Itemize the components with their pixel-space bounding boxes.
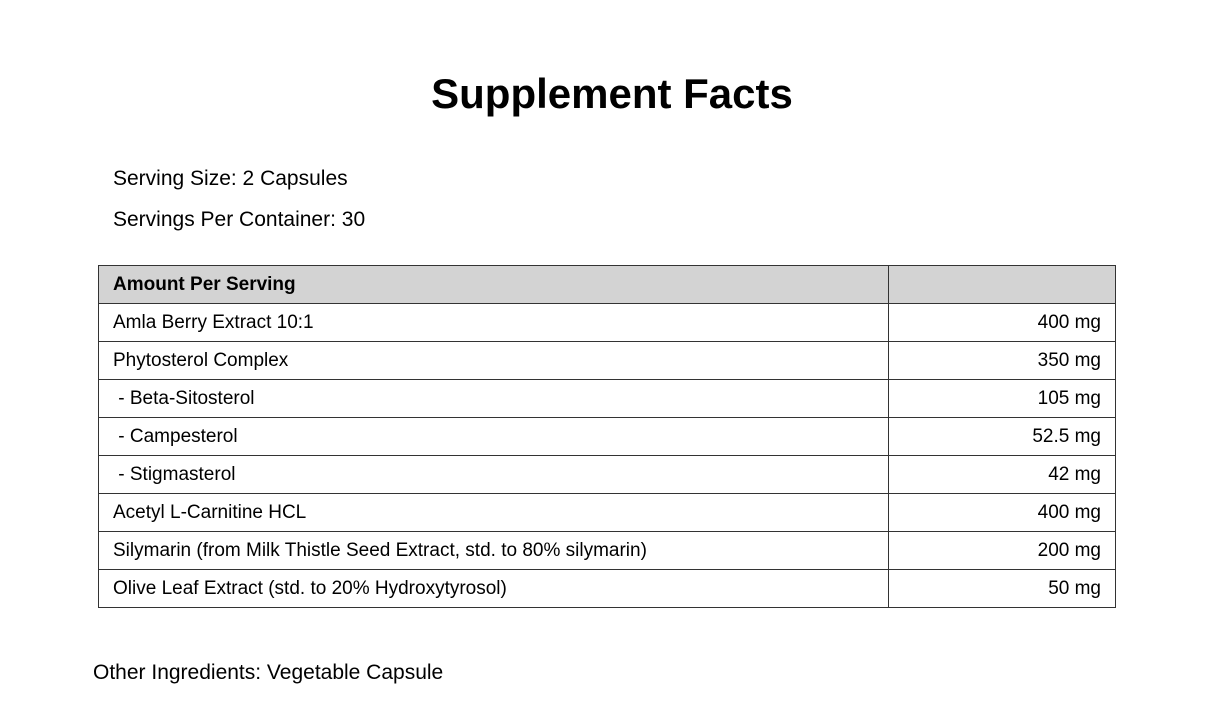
ingredient-name: - Campesterol [99, 418, 889, 456]
table-row [99, 418, 1116, 456]
ingredient-amount: 400 mg [889, 494, 1116, 532]
ingredient-name: Olive Leaf Extract (std. to 20% Hydroxytyrosol) [99, 570, 889, 608]
ingredient-name: Phytosterol Complex [99, 342, 889, 380]
ingredient-amount: 105 mg [889, 380, 1116, 418]
table-row [99, 456, 1116, 494]
ingredient-name: - Beta-Sitosterol [99, 380, 889, 418]
ingredient-amount: 350 mg [889, 342, 1116, 380]
ingredient-name: Silymarin (from Milk Thistle Seed Extract, std. to 80% silymarin) [99, 532, 889, 570]
supplement-facts-table [98, 265, 1116, 608]
page-title: Supplement Facts [431, 70, 793, 117]
table-row [99, 304, 1116, 342]
ingredient-amount: 42 mg [889, 456, 1116, 494]
ingredient-name: Amla Berry Extract 10:1 [99, 304, 889, 342]
table-row [99, 342, 1116, 380]
ingredient-amount: 200 mg [889, 532, 1116, 570]
ingredient-amount: 52.5 mg [889, 418, 1116, 456]
ingredient-name: Acetyl L-Carnitine HCL [99, 494, 889, 532]
ingredient-name: - Stigmasterol [99, 456, 889, 494]
header-amount-per-serving: Amount Per Serving [99, 266, 889, 304]
other-ingredients: Other Ingredients: Vegetable Capsule [93, 661, 444, 684]
table-row [99, 494, 1116, 532]
table-row [99, 380, 1116, 418]
servings-per-container: Servings Per Container: 30 [113, 208, 366, 231]
serving-size: Serving Size: 2 Capsules [113, 167, 348, 190]
table-row [99, 570, 1116, 608]
table-header-row [99, 266, 1116, 304]
ingredient-amount: 50 mg [889, 570, 1116, 608]
header-amount-column [889, 266, 1116, 304]
table-row [99, 532, 1116, 570]
ingredient-amount: 400 mg [889, 304, 1116, 342]
